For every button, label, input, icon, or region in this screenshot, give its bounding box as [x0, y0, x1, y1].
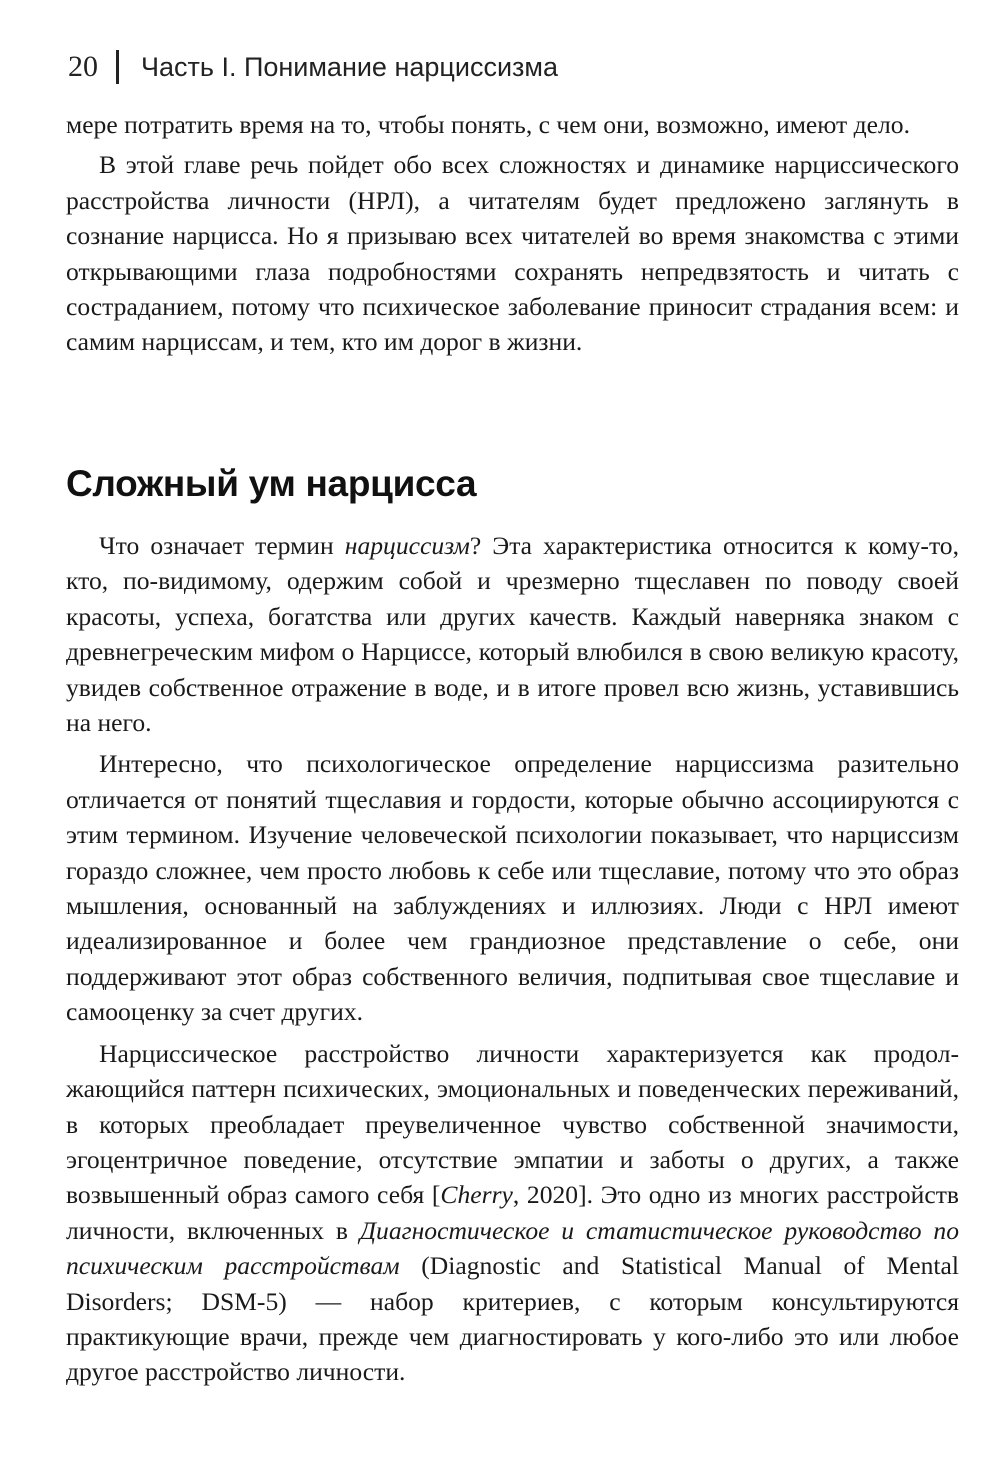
- page-number: 20: [68, 50, 98, 83]
- section-text: [66, 528, 959, 1390]
- paragraph: мере потратить время на то, чтобы понять, с чем они, возможно, имеют дело.: [66, 110, 910, 139]
- italic-term: нарциссизм: [344, 531, 470, 560]
- running-title: Часть I. Понимание нарциссизма: [141, 51, 558, 82]
- paragraph: [66, 528, 959, 740]
- italic-title: Диагностическое и статистическое руководство по психическим расстройствам: [66, 1215, 959, 1281]
- paragraph: [66, 1036, 959, 1390]
- header-divider: [116, 50, 119, 84]
- text-run: (Diagnostic and Statistical Manual of Mental Disorders; DSM-5) — набор критериев, с которым консультируются практикующие врачи, прежде чем диагностировать у кого-либо это или любое другое расстройство личности.: [66, 1251, 959, 1387]
- intro-text: [66, 107, 959, 360]
- text-run: Что означает термин: [99, 531, 345, 560]
- text-run: , 2020]. Это одно из многих расстройств личности, включенных в: [66, 1180, 959, 1245]
- paragraph: Интересно, что психологическое определение нарциссизма разительно отличается от понятий тщеславия и гордости, которые обычно ассоциируются с этим термином. Изучение человеческой психологии показывает, что нарциссизм гораздо сложнее, чем просто любовь к себе или тщеславие, потому что это образ мышления, основанный на заблуждениях и иллюзиях. Люди с НРЛ имеют идеализированное и более чем грандиозное представление о себе, они поддерживают этот образ собственного величия, подпитывая свое тщеславие и самооценку за счет других.: [66, 749, 959, 1027]
- paragraph: В этой главе речь пойдет обо всех сложностях и динамике нарциссического расстройства личности (НРЛ), а читателям будет предложено заглянуть в сознание нарцисса. Но я призываю всех читателей во время знакомства с этими открывающими глаза подробностями сохранять непредвзятость и читать с состраданием, потому что психическое заболевание приносит страдания всем: и самим нарциссам, и тем, кто им дорог в жизни.: [66, 150, 959, 357]
- text-run: Нарциссическое расстройство личности характеризуется как продолжающийся паттерн психических, эмоциональных и поведенческих переживаний, в которых преобладает преувеличенное чувство собственной значимости, эгоцентричное поведение, отсутствие эмпатии и заботы о других, а также возвышенный образ самого себя [: [66, 1038, 959, 1210]
- citation-author: Cherry: [440, 1180, 513, 1210]
- text-run: ? Эта характеристика относится к кому-то, кто, по-видимому, одержим собой и чрезмерно тщеславен по поводу своей красоты, успеха, богатства или других качеств. Каждый наверняка знаком с древнегреческим мифом о Нарциссе, который влюбился в свою великую красоту, увидев собственное отражение в воде, и в итоге провел всю жизнь, уставившись на него.: [66, 531, 959, 738]
- section-heading: Сложный ум нарцисса: [66, 463, 477, 504]
- running-header: [68, 50, 558, 84]
